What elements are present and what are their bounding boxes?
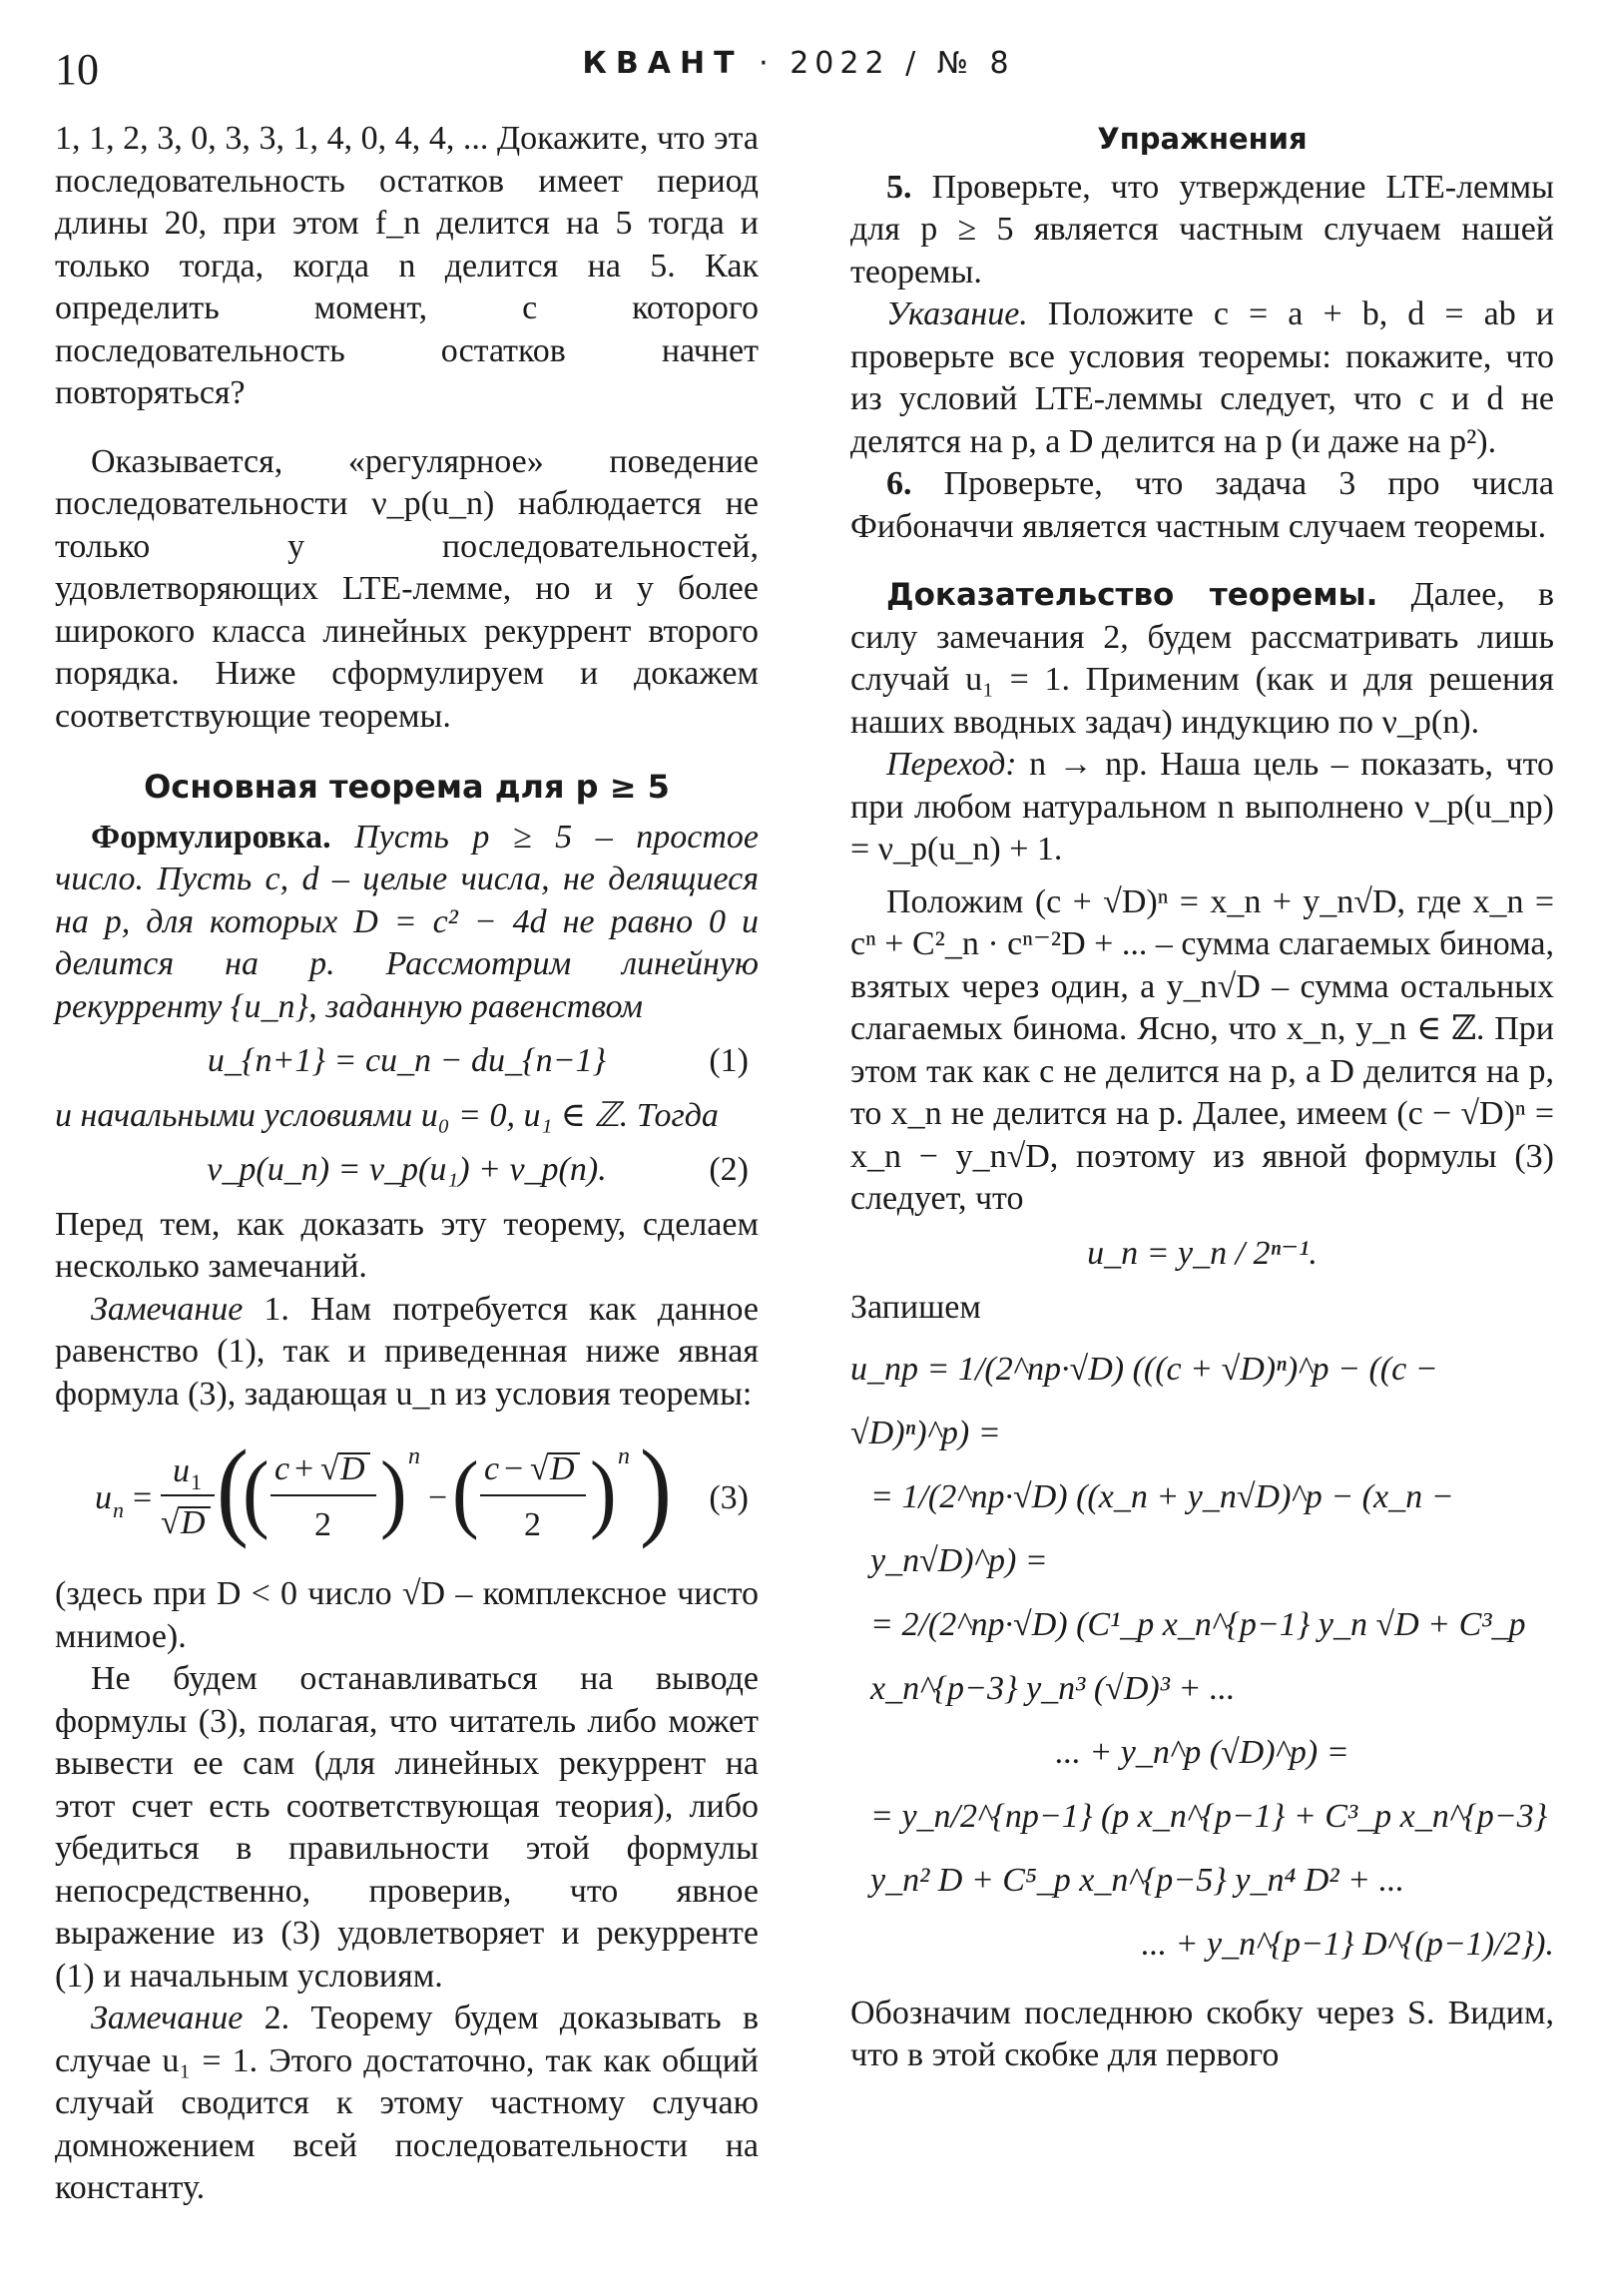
derivation-line-1: u_np = 1/(2^np·√D) (((c + √D)ⁿ)^p − ((c − √D)ⁿ)^p) = [850, 1350, 1438, 1451]
exercise-5-number: 5. [886, 168, 912, 206]
proof-label: Доказательство теоремы. [886, 577, 1378, 613]
exercise-6-text: Проверьте, что задача 3 про числа Фибоначчи является частным случаем теоремы. [850, 465, 1554, 545]
equation-3 [55, 1434, 759, 1563]
section-title: Основная теорема для p ≥ 5 [144, 768, 670, 806]
equation-1-number: (1) [709, 1042, 749, 1079]
derivation-line-5: = y_n/2^{np−1} (p x_n^{p−1} + C³_p x_n^{p−3} y_n² D + C⁵_p x_n^{p−5} y_n⁴ D² + ... [870, 1797, 1548, 1899]
equation-2-number: (2) [709, 1151, 749, 1188]
final-paragraph: Обозначим последнюю скобку через S. Видим, что в этой скобке для первого [850, 1994, 1554, 2073]
transition-paragraph [850, 744, 1554, 871]
formulation-label: Формулировка. [91, 818, 331, 856]
svg-text:n: n [618, 1443, 630, 1469]
equation-2 [55, 1149, 759, 1192]
page-number: 10 [55, 45, 99, 94]
svg-text:−: − [504, 1450, 524, 1487]
equation-un [850, 1233, 1554, 1276]
svg-text:): ) [640, 1434, 672, 1550]
svg-text:D: D [550, 1450, 575, 1487]
equation-un-body: u_n = y_n / 2ⁿ⁻¹. [1087, 1234, 1318, 1272]
svg-text:D: D [181, 1504, 206, 1541]
svg-text:(: ( [243, 1443, 269, 1541]
remark-2-label: Замечание [91, 2000, 244, 2036]
equation-3-note: (здесь при D < 0 число √D – комплексное чисто мнимое). [55, 1575, 759, 1655]
exercises-title: Упражнения [1097, 122, 1308, 156]
formulation-paragraph [55, 817, 759, 1029]
remark-1-label: Замечание [91, 1290, 244, 1328]
formulation-text: Пусть p ≥ 5 – простое число. Пусть c, d – целые числа, не делящиеся на p, для которых D = c² − 4d не равно 0 и делится на p. Рассмотрим линейную рекурренту {u_n}, заданную равенством [55, 818, 759, 1025]
remark-1-text: 1. Нам потребуется как данное равенство (1), так и приведенная ниже явная формула (3), задающая u_n из условия теоремы: [55, 1290, 759, 1413]
equation-3-number: (3) [709, 1479, 749, 1516]
exercise-5-text: Проверьте, что утверждение LTE-леммы для p ≥ 5 является частным случаем нашей теоремы. [850, 168, 1555, 290]
derivation-line-4: ... + y_n^p (√D)^p) = [1055, 1733, 1349, 1771]
svg-text:=: = [133, 1479, 153, 1516]
proof-text: Далее, в силу замечания 2, будем рассматривать лишь случай u₁ = 1. Применим (как и для решения наших вводных задач) индукцию по ν_p(n). [850, 576, 1554, 741]
derivation-line-2: = 1/(2^np·√D) ((x_n + y_n√D)^p − (x_n − y_n√D)^p) = [870, 1477, 1454, 1579]
svg-text:−: − [428, 1479, 448, 1516]
svg-text:2: 2 [314, 1506, 331, 1543]
derivation-line-6: ... + y_n^{p−1} D^{(p−1)/2}). [1141, 1925, 1554, 1963]
initial-conditions: и начальными условиями u₀ = 0, u₁ ∈ ℤ. Тогда [55, 1096, 719, 1134]
svg-text:1: 1 [191, 1469, 202, 1494]
exercise-6 [850, 463, 1554, 548]
derivation-line-3: = 2/(2^np·√D) (C¹_p x_n^{p−1} y_n √D + C³_p x_n^{p−3} y_n³ (√D)³ + ... [870, 1605, 1526, 1707]
svg-text:n: n [113, 1497, 124, 1522]
svg-text:c: c [484, 1450, 500, 1487]
hint-label: Указание. [886, 295, 1028, 332]
proof-paragraph [850, 574, 1554, 744]
equation-1 [55, 1040, 759, 1083]
svg-text:2: 2 [524, 1506, 541, 1543]
svg-text:u: u [173, 1452, 190, 1489]
svg-text:u: u [95, 1479, 112, 1516]
equation-3-formula [55, 1434, 759, 1563]
remark-1-paragraph [55, 1289, 759, 1417]
equation-2-body: ν_p(u_n) = ν_p(u₁) + ν_p(n). [207, 1151, 607, 1188]
remark-2-text: 2. Теорему будем доказывать в случае u₁ = 1. Этого достаточно, так как общий случай сводится к этому частному случаю домножением всей последовательности на константу. [55, 2000, 760, 2206]
formula-3-paragraph: Не будем останавливаться на выводе формулы (3), полагая, что читатель либо может вывести ее сам (для линейных рекуррент на этот счет есть соответствующая теория), либо убедиться в правильности этой формулы непосредственно, проверив, что явное выражение из (3) удовлетворяет и рекурренте (1) и начальным условиям. [55, 1660, 759, 1995]
issue-info: · 2022 / № 8 [759, 46, 1015, 81]
left-column [55, 118, 759, 2210]
svg-text:+: + [294, 1450, 314, 1487]
transition-label: Переход: [886, 746, 1017, 783]
hint-text: Положите c = a + b, d = ab и проверьте все условия теоремы: покажите, что из условий LTE-леммы следует, что c и d не делятся на p, а D делится на p (и даже на p²). [850, 295, 1555, 460]
running-head [55, 46, 1542, 81]
derivation [850, 1338, 1554, 1977]
hint-paragraph [850, 293, 1554, 463]
svg-text:(: ( [452, 1443, 479, 1541]
exercise-6-number: 6. [886, 465, 912, 502]
before-proof-paragraph: Перед тем, как доказать эту теорему, сделаем несколько замечаний. [55, 1205, 759, 1285]
svg-text:√: √ [530, 1450, 549, 1487]
right-column [850, 118, 1554, 2077]
intro-paragraph: 1, 1, 2, 3, 0, 3, 3, 1, 4, 0, 4, 4, ... Докажите, что эта последовательность остатков имеет период длины 20, при этом f_n делится на 5 тогда и только тогда, когда n делится на 5. Как определить момент, с которого последовательность остатков начнет повторяться? [55, 120, 759, 411]
journal-name: КВАНТ [582, 46, 744, 81]
svg-text:(: ( [217, 1434, 249, 1550]
svg-text:√: √ [161, 1504, 180, 1541]
svg-text:): ) [380, 1443, 407, 1541]
put-paragraph: Положим (c + √D)ⁿ = x_n + y_n√D, где x_n = cⁿ + C²_n · cⁿ⁻²D + ... – сумма слагаемых бинома, взятых через один, а y_n√D – сумма остальных слагаемых бинома. Ясно, что x_n, y_n ∈ ℤ. При этом так как c не делится на p, а D делится на p, то x_n не делится на p. Далее, имеем (c − √D)ⁿ = x_n − y_n√D, поэтому из явной формулы (3) следует, что [850, 882, 1554, 1217]
regular-behavior-paragraph: Оказывается, «регулярное» поведение последовательности ν_p(u_n) наблюдается не только у последовательностей, удовлетворяющих LTE-лемме, но и у более широкого класса линейных рекуррент второго порядка. Ниже сформулируем и докажем соответствующие теоремы. [55, 442, 759, 735]
page-header [55, 38, 1542, 98]
exercise-5 [850, 167, 1554, 294]
svg-text:c: c [274, 1450, 290, 1487]
svg-text:n: n [408, 1443, 420, 1469]
svg-text:): ) [590, 1443, 617, 1541]
remark-2-paragraph [55, 1998, 759, 2210]
equation-1-body: u_{n+1} = cu_n − du_{n−1} [207, 1042, 607, 1079]
svg-text:√: √ [320, 1450, 339, 1487]
write-label: Запишем [850, 1289, 981, 1326]
transition-text: n → np. Наша цель – показать, что при любом натуральном n выполнено ν_p(u_np) = ν_p(u_n) + 1. [850, 746, 1555, 867]
svg-text:D: D [340, 1450, 365, 1487]
